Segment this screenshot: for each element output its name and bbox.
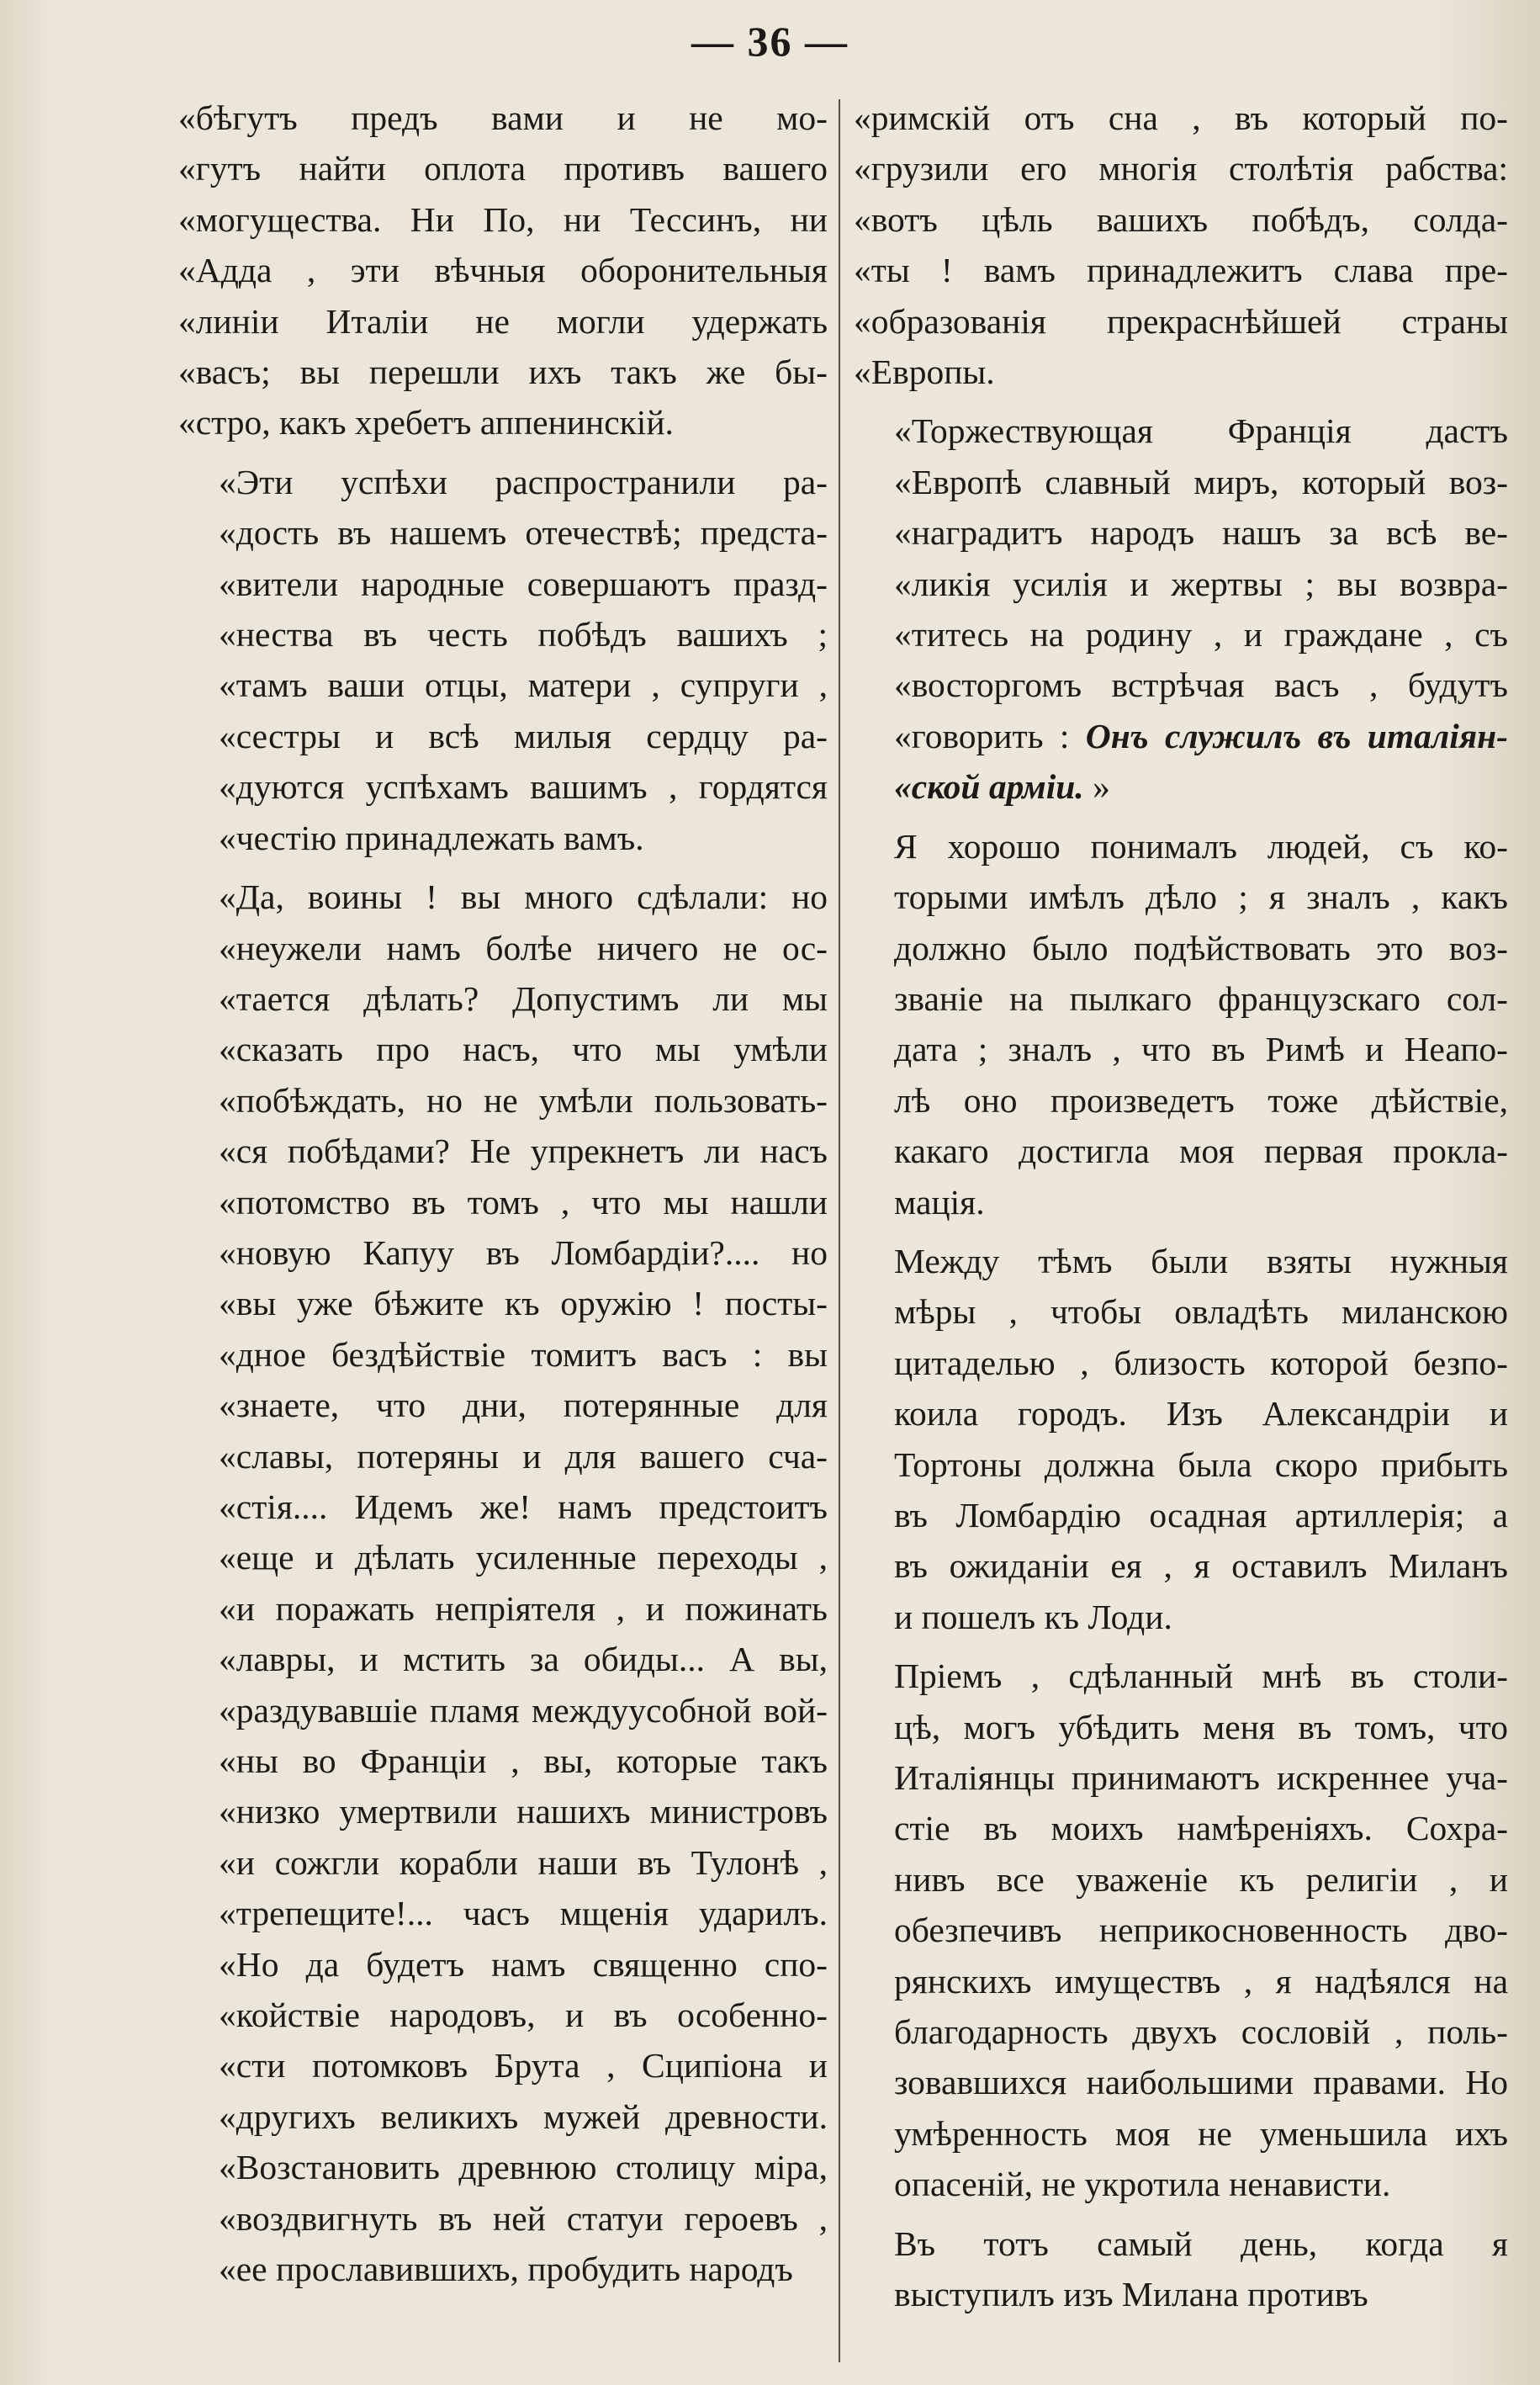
text-line: «ся побѣдами? Не упрекнетъ ли насъ [219,1132,828,1171]
text-line: «трепещите!... часъ мщенія ударилъ. [219,1894,828,1933]
text-line: «побѣждать, но не умѣли пользовать- [219,1080,828,1120]
text-line: стіе въ моихъ намѣреніяхъ. Сохра- [894,1809,1508,1848]
text-line: «восторгомъ встрѣчая васъ , будутъ [894,665,1508,705]
right-text-column [854,93,1508,2328]
text-line: «еще и дѣлать усиленные переходы , [219,1538,828,1577]
text-line: «тамъ ваши отцы, матери , супруги , [219,665,828,705]
text-line: «могущества. Ни По, ни Тессинъ, ни [178,199,828,239]
text-line: «линіи Италіи не могли удержать [178,301,828,341]
column-divider [839,99,840,2362]
text-line: «римскій отъ сна , въ который по- [854,98,1508,137]
text-line: «дуются успѣхамъ вашимъ , гордятся [219,767,828,807]
text-line: въ Ломбардію осадная артиллерія; а [894,1495,1508,1534]
text-line: «дное бездѣйствіе томитъ васъ : вы [219,1334,828,1374]
text-line: «вители народные совершаютъ празд- [219,564,828,603]
text-line: зовавшихся наибольшими правами. Но [894,2063,1508,2102]
text-line: Италіянцы принимаютъ искреннее уча- [894,1758,1508,1797]
text-line: «васъ; вы перешли ихъ такъ же бы- [178,352,828,392]
text-line: «честію принадлежать вамъ. [219,818,644,857]
text-line: благодарность двухъ сословій , поль- [894,2012,1508,2052]
text-line: лѣ оно произведетъ тоже дѣйствіе, [894,1080,1508,1120]
text-line: «нества въ честь побѣдъ вашихъ ; [219,615,828,655]
italic-quote-end: «ской арміи. [894,767,1084,807]
paragraph [854,1236,1508,1642]
page-number: — 36 — [691,18,849,65]
text-line: «ликія усилія и жертвы ; вы возвра- [894,564,1508,603]
text-line: обезпечивъ неприкосновенность дво- [894,1911,1508,1950]
paragraph [178,93,828,448]
text-line: «воздвигнуть въ ней статуи героевъ , [219,2198,828,2238]
text-line: «вы уже бѣжите къ оружію ! посты- [219,1284,828,1323]
text-line: должно было подѣйствовать это воз- [894,928,1508,967]
text-line: коила городъ. Изъ Александріи и [894,1394,1508,1434]
paragraph [178,872,828,2294]
paragraph [854,1651,1508,2209]
text-line: «Но да будетъ намъ священно спо- [219,1944,828,1984]
text-line: «неужели намъ болѣе ничего не ос- [219,928,828,967]
text-line: «Да, воины ! вы много сдѣлали: но [219,877,828,917]
left-text-column [178,93,828,2303]
text-line: «и поражать непріятеля , и пожинать [219,1588,828,1628]
text-line: «гутъ найти оплота противъ вашего [178,149,828,188]
text-line: «ны во Франціи , вы, которые такъ [219,1741,828,1780]
text-line: Пріемъ , сдѣланный мнѣ въ столи- [894,1656,1508,1696]
text-line: цѣ, могъ убѣдить меня въ томъ, что [894,1707,1508,1746]
text-line: «ской арміи. » [894,767,1110,807]
text-line: «наградитъ народъ нашъ за всѣ ве- [894,513,1508,553]
text-line: «грузили его многія столѣтія рабства: [854,149,1508,188]
text-line: «знаете, что дни, потерянные для [219,1386,828,1425]
text-line: Тортоны должна была скоро прибыть [894,1444,1508,1484]
text-line: опасеній, не укротила ненависти. [894,2165,1391,2204]
text-line: «Торжествующая Франція дастъ [894,411,1508,451]
text-line: дата ; зналъ , что въ Римѣ и Неапо- [894,1030,1508,1069]
text-line: цитаделью , близость которой безпо- [894,1343,1508,1382]
text-line: умѣренность моя не уменьшила ихъ [894,2113,1508,2153]
text-line: «потомство въ томъ , что мы нашли [219,1182,828,1222]
text-line: «сказать про насъ, что мы умѣли [219,1030,828,1069]
text-line: рянскихъ имуществъ , я надѣялся на [894,1961,1508,2001]
text-line: «койствіе народовъ, и въ особенно- [219,1995,828,2035]
text-line: выступилъ изъ Милана противъ [894,2275,1368,2314]
text-line: нивъ все уваженіе къ религіи , и [894,1859,1508,1899]
text-line: «титесь на родину , и граждане , съ [894,615,1508,655]
text-line: «образованія прекраснѣйшей страны [854,301,1508,341]
text-line: «раздувавшіе пламя междуусобной вой- [219,1690,828,1730]
paragraph [854,821,1508,1227]
text-line: «говорить : Онъ служилъ въ италіян- [894,716,1508,755]
text-line: и пошелъ къ Лоди. [894,1597,1172,1636]
text-line: «лавры, и мстить за обиды... А вы, [219,1640,828,1679]
text-line: «низко умертвили нашихъ министровъ [219,1792,828,1831]
paragraph [854,2218,1508,2320]
text-line: «бѣгутъ предъ вами и не мо- [178,98,828,137]
paragraph [854,93,1508,397]
text-line: «дость въ нашемъ отечествѣ; предста- [219,513,828,553]
text-line: «стія.... Идемъ же! намъ предстоитъ [219,1487,828,1526]
text-line: мація. [894,1182,985,1222]
italic-quote: Онъ служилъ въ италіян- [1085,716,1508,755]
text-line: «тается дѣлать? Допустимъ ли мы [219,978,828,1018]
text-line: Между тѣмъ были взяты нужныя [894,1241,1508,1280]
text-line: «вотъ цѣль вашихъ побѣдъ, солда- [854,199,1508,239]
text-line: «Европы. [854,352,995,392]
text-line: «и сожгли корабли наши въ Тулонѣ , [219,1842,828,1882]
text-line: «Адда , эти вѣчныя оборонительныя [178,251,828,290]
text-line: торыми имѣлъ дѣло ; я зналъ , какъ [894,877,1508,917]
text-line: мѣры , чтобы овладѣть миланскою [894,1292,1508,1332]
text-line: «ее прославившихъ, пробудить народъ [219,2250,793,2289]
paragraph [854,405,1508,812]
text-line: «Возстановить древнюю столицу міра, [219,2148,828,2187]
text-line: «стро, какъ хребетъ аппенинскій. [178,403,674,443]
text-line: «новую Капуу въ Ломбардіи?.... но [219,1232,828,1272]
text-line: Въ тотъ самый день, когда я [894,2223,1508,2263]
text-line: «ты ! вамъ принадлежитъ слава пре- [854,251,1508,290]
text-line: «славы, потеряны и для вашего сча- [219,1436,828,1476]
text-line: «Европѣ славный миръ, который воз- [894,462,1508,501]
text-line: какаго достигла моя первая прокла- [894,1132,1508,1171]
text-line: званіе на пылкаго французскаго сол- [894,978,1508,1018]
text-line: «сестры и всѣ милыя сердцу ра- [219,716,828,755]
paragraph [178,457,828,863]
text-line: «сти потомковъ Брута , Сципіона и [219,2046,828,2086]
text-line: Я хорошо понималъ людей, съ ко- [894,826,1508,866]
text-line: «Эти успѣхи распространили ра- [219,462,828,501]
text-line: въ ожиданіи ея , я оставилъ Миланъ [894,1546,1508,1586]
text-line: «другихъ великихъ мужей древности. [219,2096,828,2136]
